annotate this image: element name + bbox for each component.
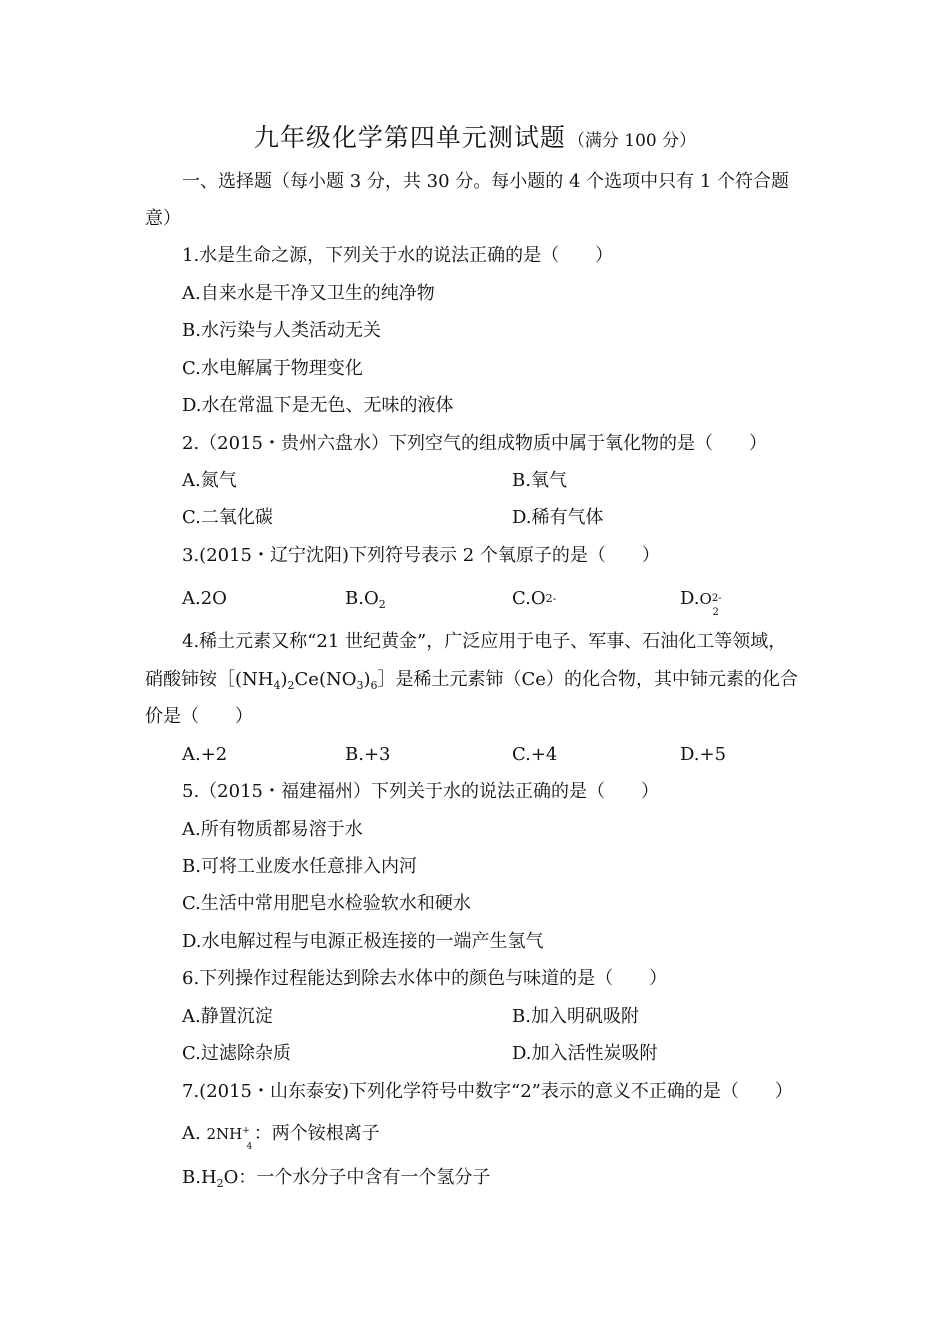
question-4-option-a: A.+2 bbox=[182, 744, 228, 765]
question-1-option-a: A.自来水是干净又卫生的纯净物 bbox=[182, 283, 435, 304]
question-1-stem: 1.水是生命之源，下列关于水的说法正确的是（ ） bbox=[182, 245, 614, 266]
question-2-option-a: A.氮气 bbox=[182, 470, 237, 491]
question-3-stem: 3.(2015・辽宁沈阳)下列符号表示 2 个氧原子的是（ ） bbox=[182, 545, 660, 566]
question-3-option-a: A.2O bbox=[182, 588, 227, 609]
question-4-option-b: B.+3 bbox=[345, 744, 391, 765]
section-heading-cont: 意） bbox=[145, 208, 181, 229]
question-5-option-d: D.水电解过程与电源正极连接的一端产生氢气 bbox=[182, 931, 544, 952]
question-7-stem: 7.(2015・山东泰安)下列化学符号中数字“2”表示的意义不正确的是（ ） bbox=[182, 1081, 793, 1102]
title-score-note: （满分 100 分） bbox=[567, 131, 697, 151]
question-6-stem: 6.下列操作过程能达到除去水体中的颜色与味道的是（ ） bbox=[182, 968, 668, 989]
question-4-stem-formula: 硝酸铈铵$[(NH_4)_2Ce(NO_3)_6]$是稀土元素铈（Ce）的化合物，其中铈元素的化合 bbox=[145, 669, 798, 692]
question-3-option-d: $D.O^{2-}$ 2 bbox=[680, 588, 722, 618]
question-5-option-b: B.可将工业废水任意排入内河 bbox=[182, 856, 417, 877]
question-1-option-b: B.水污染与人类活动无关 bbox=[182, 320, 381, 341]
question-4-option-d: D.+5 bbox=[680, 744, 727, 765]
document-title: 九年级化学第四单元测试题 bbox=[253, 123, 566, 152]
question-4-option-c: C.+4 bbox=[512, 744, 558, 765]
question-5-stem: 5.（2015・福建福州）下列关于水的说法正确的是（ ） bbox=[182, 781, 659, 802]
question-2-option-c: C.二氧化碳 bbox=[182, 507, 273, 528]
question-7-option-a: A. 2NH+ 4 ：两个铵根离子 bbox=[182, 1123, 380, 1152]
question-6-option-a: A.静置沉淀 bbox=[182, 1006, 273, 1027]
question-5-option-a: A.所有物质都易溶于水 bbox=[182, 819, 363, 840]
question-6-option-c: C.过滤除杂质 bbox=[182, 1043, 291, 1064]
question-5-option-c: C.生活中常用肥皂水检验软水和硬水 bbox=[182, 893, 471, 914]
question-4-stem-end: 价是（ ） bbox=[145, 706, 253, 727]
question-2-stem: 2.（2015・贵州六盘水）下列空气的组成物质中属于氧化物的是（ ） bbox=[182, 433, 767, 454]
question-6-option-b: B.加入明矾吸附 bbox=[512, 1006, 639, 1027]
question-2-option-d: D.稀有气体 bbox=[512, 507, 604, 528]
title-row bbox=[0, 118, 950, 154]
question-2-option-b: B.氧气 bbox=[512, 470, 567, 491]
question-6-option-d: D.加入活性炭吸附 bbox=[512, 1043, 658, 1064]
question-3-option-c: C.O2- bbox=[512, 588, 557, 609]
question-3-option-b: $B.O_2$ bbox=[345, 588, 386, 611]
question-4-stem: 4.稀土元素又称“21 世纪黄金”，广泛应用于电子、军事、石油化工等领域， bbox=[182, 631, 787, 652]
question-1-option-d: D.水在常温下是无色、无味的液体 bbox=[182, 395, 454, 416]
section-heading: 一、选择题（每小题 3 分，共 30 分。每小题的 4 个选项中只有 1 个符合题 bbox=[182, 171, 790, 192]
question-7-option-b: $B.H_2O$：一个水分子中含有一个氢分子 bbox=[182, 1167, 491, 1190]
question-1-option-c: C.水电解属于物理变化 bbox=[182, 358, 363, 379]
